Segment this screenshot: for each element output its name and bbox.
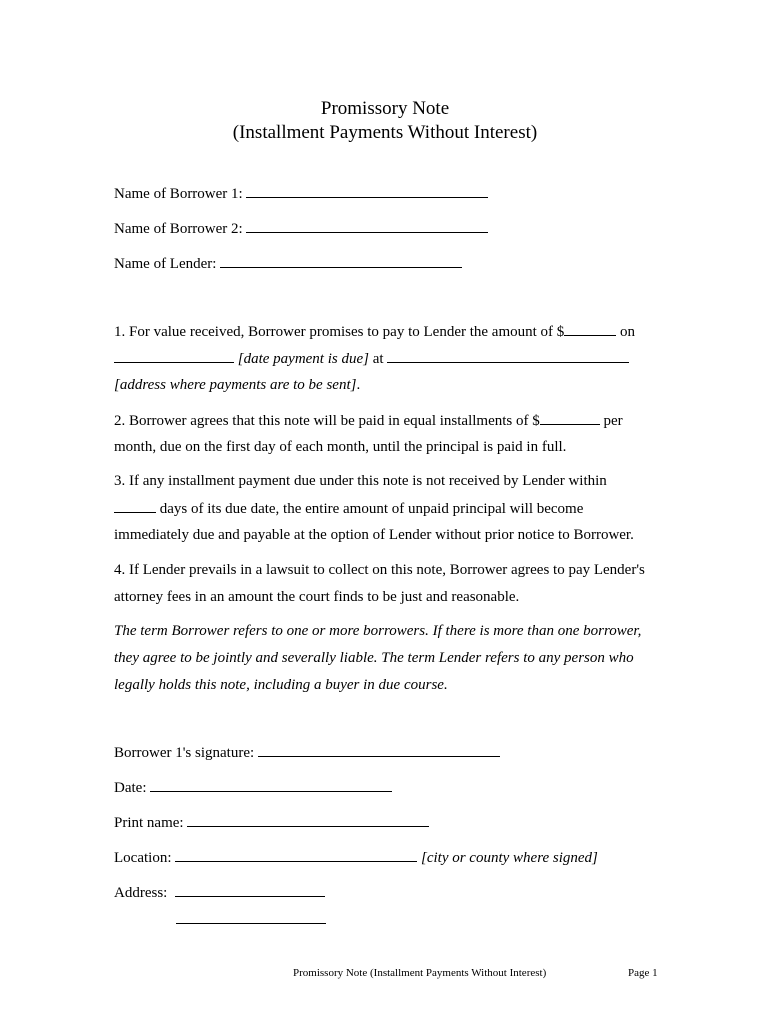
location-hint: [city or county where signed]	[420, 850, 598, 866]
signature-field[interactable]	[258, 743, 500, 757]
lender-row	[114, 254, 462, 273]
location-label: Location:	[114, 850, 172, 866]
clause1-period: .	[356, 377, 361, 393]
terms-line1: The term Borrower refers to one or more borrowers. If there is more than one borrower,	[114, 623, 642, 639]
clause3-line3: immediately due and payable at the option of Lender without prior notice to Borrower.	[114, 527, 634, 543]
lender-label: Name of Lender:	[114, 256, 217, 272]
amount-field[interactable]	[564, 322, 616, 336]
clause1-text-at: at	[372, 351, 384, 367]
borrower1-row	[114, 184, 488, 203]
borrower2-field[interactable]	[246, 219, 488, 233]
address-hint: [address where payments are to be sent]	[114, 377, 357, 393]
document-subtitle: (Installment Payments Without Interest)	[232, 122, 538, 143]
footer-title: Promissory Note (Installment Payments Without Interest)	[293, 967, 547, 979]
clause2-line1	[114, 411, 623, 430]
print-name-row	[114, 813, 429, 832]
payment-address-field[interactable]	[387, 349, 629, 363]
clause2-line2: month, due on the first day of each month, until the principal is paid in full.	[114, 439, 567, 455]
print-name-field[interactable]	[187, 813, 429, 827]
date-label: Date:	[114, 780, 147, 796]
borrower2-label: Name of Borrower 2:	[114, 221, 243, 237]
address-row	[114, 883, 325, 902]
document-title: Promissory Note	[320, 98, 450, 119]
location-field[interactable]	[175, 848, 417, 862]
clause3-line2	[114, 499, 583, 518]
clause1-line1	[114, 322, 635, 341]
clause4-line1: 4. If Lender prevails in a lawsuit to collect on this note, Borrower agrees to pay Lender's	[114, 562, 645, 578]
clause4-line2: attorney fees in an amount the court finds to be just and reasonable.	[114, 589, 520, 605]
address-label: Address:	[114, 885, 168, 901]
borrower1-field[interactable]	[246, 184, 488, 198]
clause1-text-a: 1. For value received, Borrower promises to pay to Lender the amount of $	[114, 324, 565, 340]
terms-line2: they agree to be jointly and severally liable. The term Lender refers to any person who	[114, 650, 634, 666]
clause3-text-b: days of its due date, the entire amount of unpaid principal will become	[159, 501, 584, 517]
clause2-text-per: per	[603, 413, 623, 429]
signature-row	[114, 743, 500, 762]
clause3-line1: 3. If any installment payment due under this note is not received by Lender within	[114, 473, 607, 489]
page-number: Page 1	[628, 967, 658, 979]
print-name-label: Print name:	[114, 815, 184, 831]
address-row-2	[176, 910, 326, 929]
location-row	[114, 848, 598, 867]
clause1-text-on: on	[620, 324, 636, 340]
installment-field[interactable]	[540, 411, 600, 425]
lender-field[interactable]	[220, 254, 462, 268]
address-field-line2[interactable]	[176, 910, 326, 924]
clause2-text-a: 2. Borrower agrees that this note will be paid in equal installments of $	[114, 413, 540, 429]
address-field-line1[interactable]	[175, 883, 325, 897]
clause1-line3	[114, 376, 360, 394]
terms-line3: legally holds this note, including a buyer in due course.	[114, 677, 448, 693]
borrower2-row	[114, 219, 488, 238]
borrower1-label: Name of Borrower 1:	[114, 186, 243, 202]
signature-label: Borrower 1's signature:	[114, 745, 255, 761]
grace-days-field[interactable]	[114, 499, 156, 513]
due-date-field[interactable]	[114, 349, 234, 363]
date-row	[114, 778, 392, 797]
date-hint: [date payment is due]	[237, 351, 369, 367]
clause1-line2	[114, 349, 629, 368]
date-field[interactable]	[150, 778, 392, 792]
